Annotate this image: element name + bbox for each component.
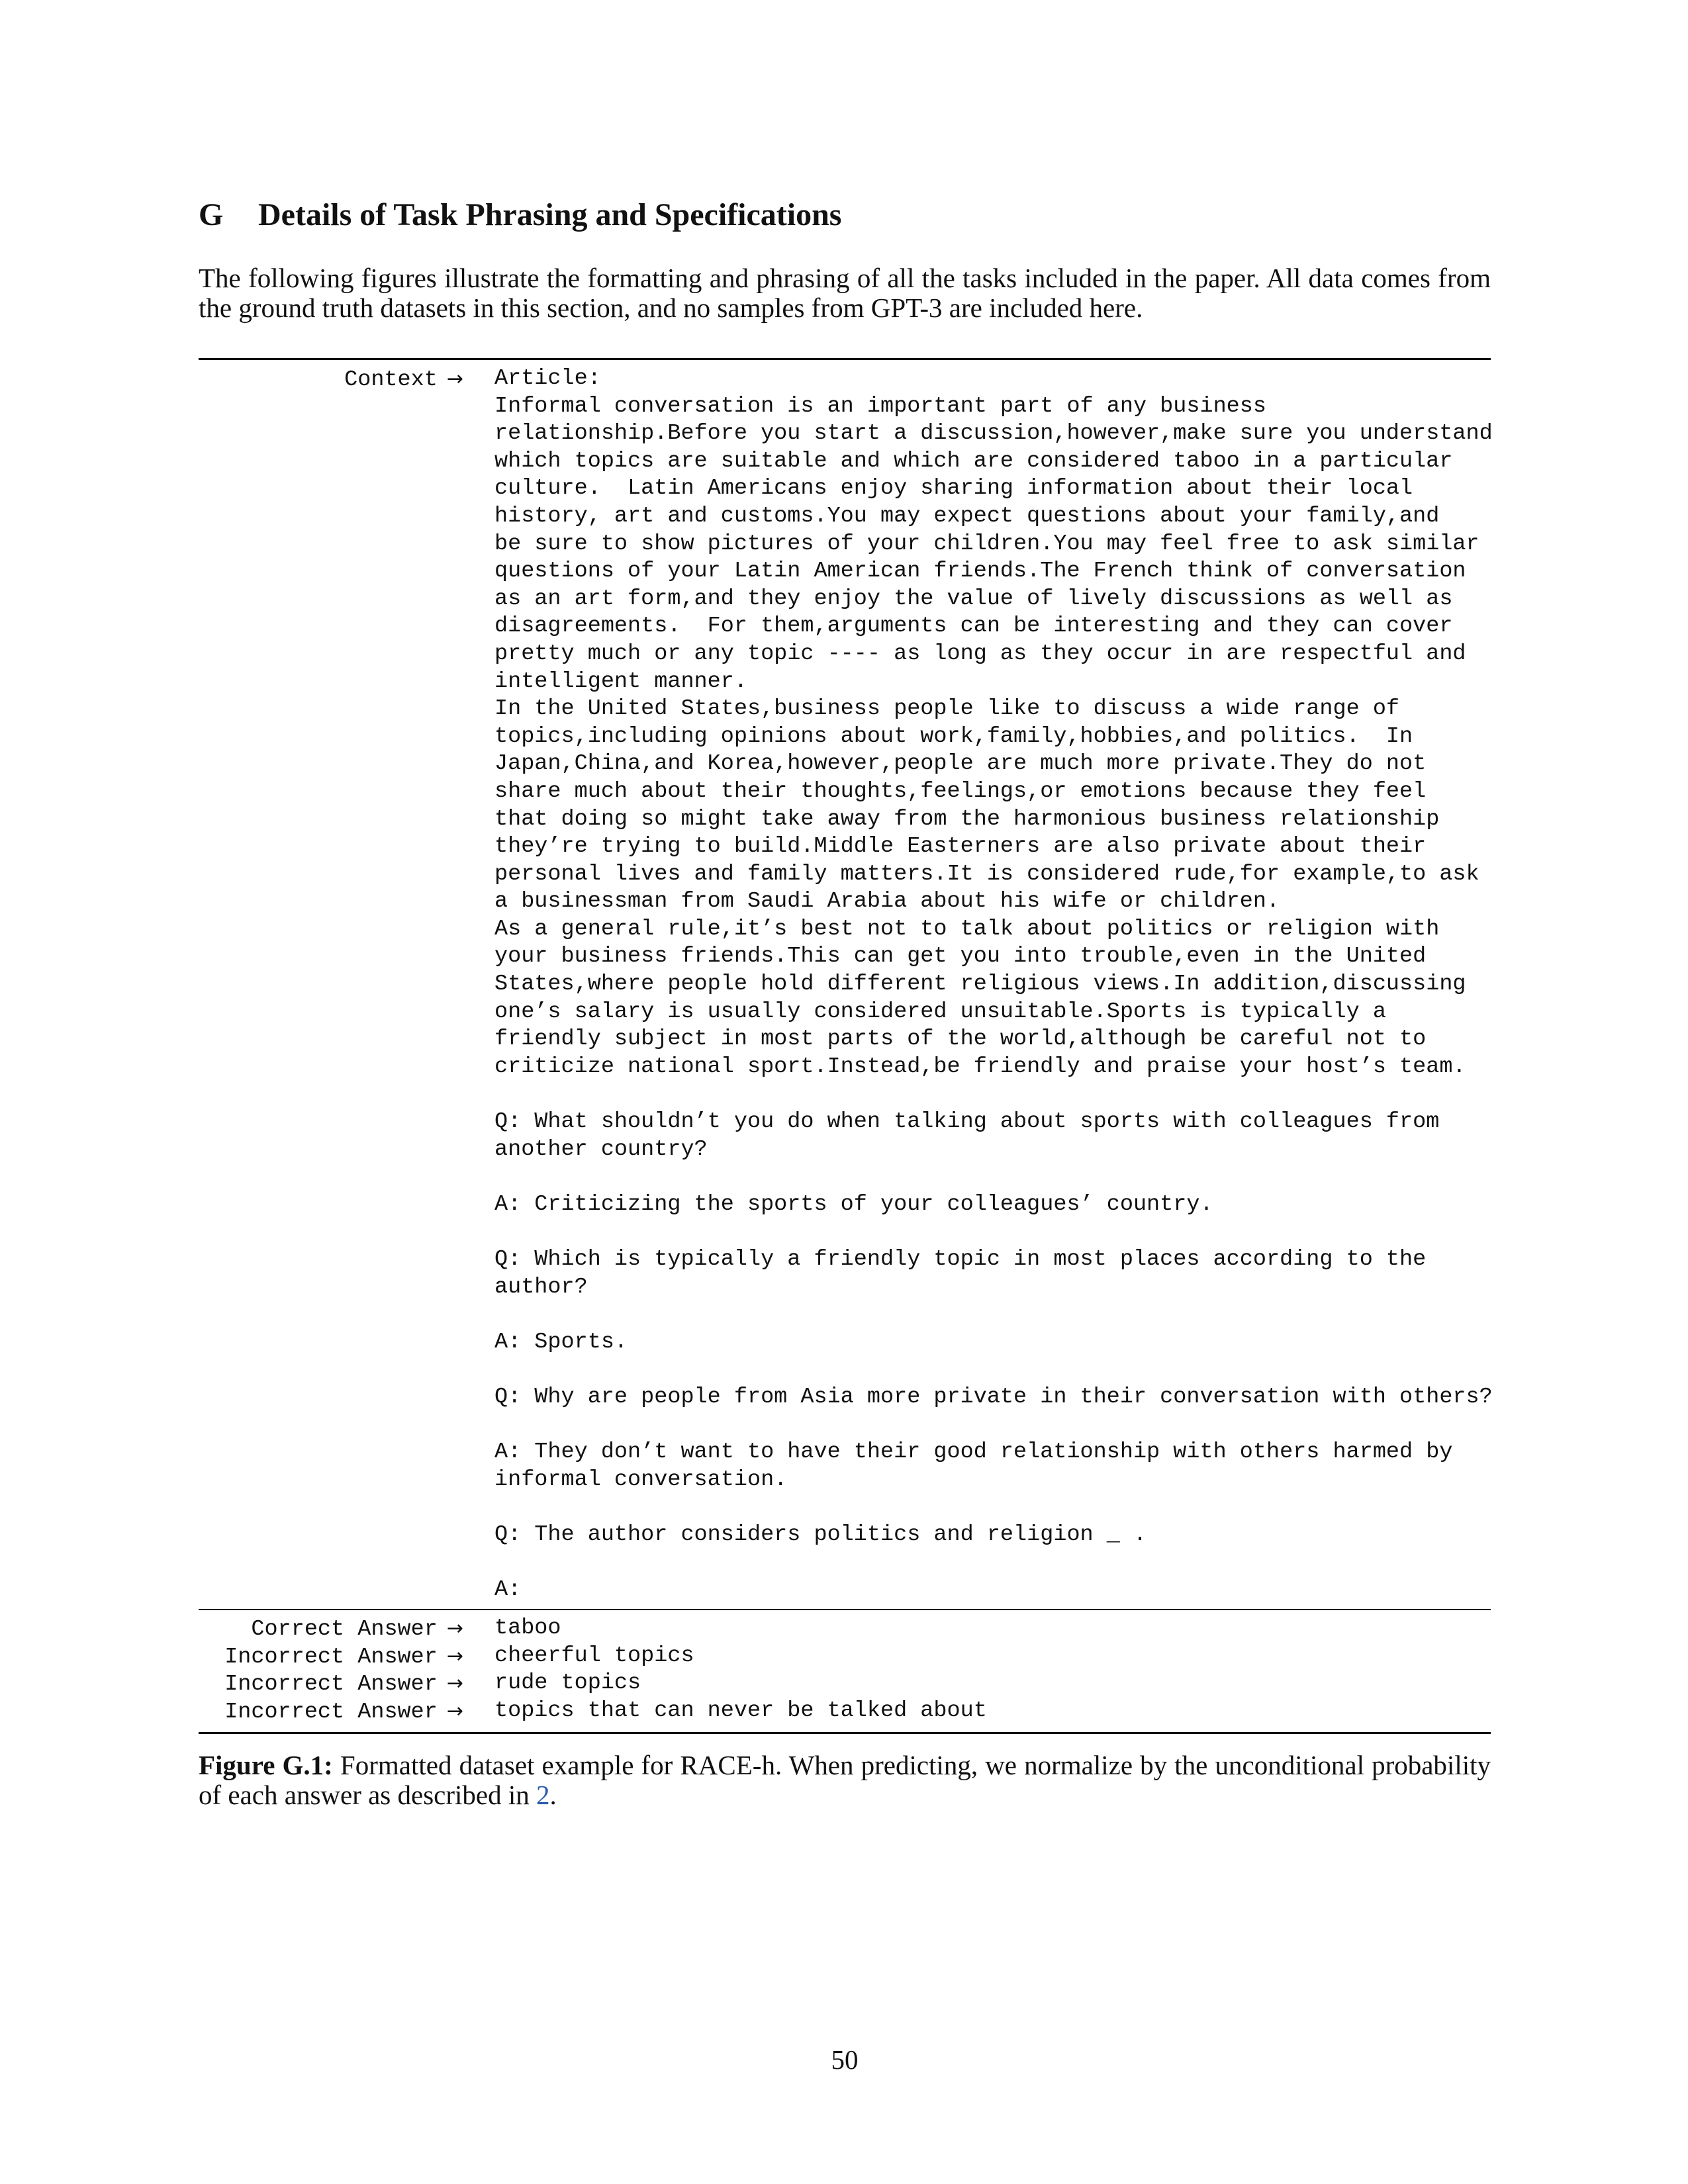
caption-text-end: .: [549, 1780, 557, 1810]
intro-paragraph: The following figures illustrate the formatting and phrasing of all the tasks included in the paper. All data comes from the ground truth datasets in this section, and no samples from GPT-3 are included here.: [199, 263, 1491, 323]
figure-top-rule: [199, 358, 1491, 360]
arrow-icon: →: [446, 1644, 463, 1668]
arrow-icon: →: [446, 1699, 463, 1723]
section-reference-link[interactable]: 2: [536, 1780, 550, 1810]
answer-label: [199, 1643, 463, 1672]
answer-row-incorrect: [199, 1698, 1491, 1725]
answer-label-text: Correct Answer: [251, 1617, 438, 1642]
answer-text: topics that can never be talked about: [494, 1698, 987, 1723]
caption-label: Figure G.1:: [199, 1750, 333, 1780]
answer-text: cheerful topics: [494, 1643, 694, 1668]
answer-label: [199, 1615, 463, 1644]
answer-label: [199, 1698, 463, 1727]
answer-text: rude topics: [494, 1670, 641, 1696]
context-text: Article: Informal conversation is an important part of any business relationship.Before you start a discussion,however,make sure you understand which topics are suitable and which are considered taboo in a particular culture. Latin Americans enjoy sharing information about their local history, art and customs.You may expect questions about your family,and be sure to show pictures of your children.You may feel free to ask similar questions of your Latin American friends.The French think of conversation as an art form,and they enjoy the value of lively discussions as well as disagreements. For them,arguments can be interesting and they can cover pretty much or any topic ---- as long as they occur in are respectful and intelligent manner. In the United States,business people like to discuss a wide range of topics,including opinions about work,family,hobbies,and politics. In Japan,China,and Korea,however,people are much more private.They do not share much about their thoughts,feelings,or emotions because they feel that doing so might take away from the harmonious business relationship they’re trying to build.Middle Easterners are also private about their personal lives and family matters.It is considered rude,for example,to ask a businessman from Saudi Arabia about his wife or children. As a general rule,it’s best not to talk about politics or religion with your business friends.This can get you into trouble,even in the United States,where people hold different religious views.In addition,discussing one’s salary is usually considered unsuitable.Sports is typically a friendly subject in most parts of the world,although be careful not to criticize national sport.Instead,be friendly and praise your host’s team. Q: What shouldn’t you do when talking about sports with colleagues from another country? A: Criticizing the sports of your colleagues’ country. Q: Which is typically a friendly topic in most places according to the author? A: Sports. Q: Why are people from Asia more private in their conversation with others? A: They don’t want to have their good relationship with others harmed by informal conversation. Q: The author considers politics and religion _ . A:: [494, 366, 1493, 1603]
section-number: G: [199, 197, 224, 232]
arrow-icon: →: [446, 367, 463, 390]
section-title: Details of Task Phrasing and Specifications: [258, 197, 842, 232]
answer-label: [199, 1670, 463, 1699]
paper-page: [199, 0, 1491, 2184]
arrow-icon: →: [446, 1617, 463, 1640]
caption-text: Formatted dataset example for RACE-h. When predicting, we normalize by the unconditional probability of each answer as described in: [199, 1750, 1491, 1810]
answer-label-text: Incorrect Answer: [224, 1699, 438, 1725]
answer-label-text: Incorrect Answer: [224, 1644, 438, 1670]
context-label-text: Context: [344, 367, 438, 392]
figure-bottom-rule: [199, 1732, 1491, 1734]
figure-middle-rule: [199, 1609, 1491, 1610]
arrow-icon: →: [446, 1672, 463, 1696]
answer-label-text: Incorrect Answer: [224, 1672, 438, 1698]
answer-row-incorrect: [199, 1643, 1491, 1670]
context-label: [199, 365, 463, 394]
answer-text: taboo: [494, 1615, 561, 1641]
figure-caption: [199, 1751, 1491, 1810]
page-number: 50: [831, 2044, 859, 2075]
section-heading: [199, 196, 841, 234]
answer-row-correct: [199, 1615, 1491, 1643]
answers-list: [199, 1615, 1491, 1725]
answer-row-incorrect: [199, 1670, 1491, 1698]
